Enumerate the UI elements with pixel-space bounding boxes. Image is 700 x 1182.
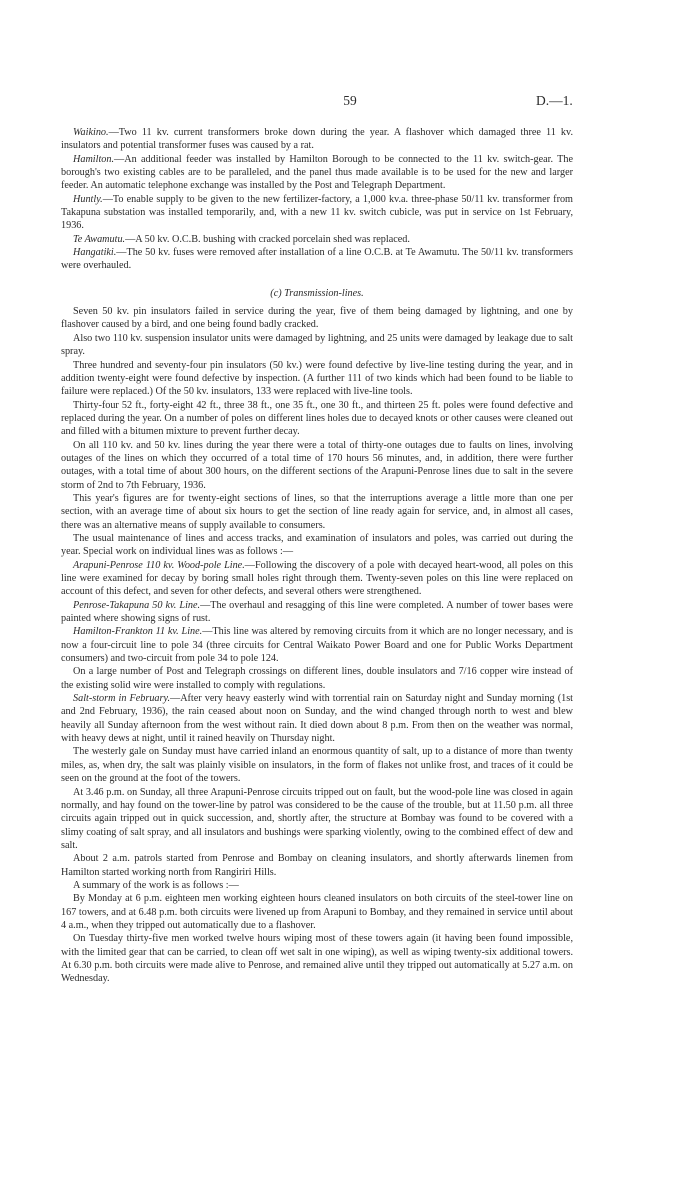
paragraph-salt-storm [61, 692, 573, 745]
paragraph: The westerly gale on Sunday must have carried inland an enormous quantity of salt, up to a distance of more than twenty miles, as, when dry, the salt was plainly visible on insulators, in the form of flakes not unlike frost, and traces of it could be seen on the ground at the foot of the towers. [61, 746, 573, 785]
paragraph: About 2 a.m. patrols started from Penrose and Bombay on cleaning insulators, and shortly afterwards linemen from Hamilton started working north from Rangiriri Hills. [61, 853, 573, 878]
paragraph-text: —This line was altered by removing circuits from it which are no longer necessary, and is now a four-circuit line to pole 34 (three circuits for Central Waikato Power Board and one for Public Works Department consumers) and two-circuit from pole 34 to pole 124. [61, 626, 574, 665]
paragraph-waikino [61, 126, 573, 153]
paragraph: The usual maintenance of lines and access tracks, and examination of insulators and poles, was carried out during the year. Special work on individual lines was as follows :— [61, 532, 573, 558]
paragraph-text: —After very heavy easterly wind with torrential rain on Saturday night and Sunday morning (1st and 2nd February, 1936), the rain ceased about noon on Sunday, and the wind changed through north to west and blew heavily all Sunday afternoon from the west without rain. It died down about 8 p.m. From then on the weather was normal, with heavy dews at night, until it rained heavily on Thursday night. [61, 693, 573, 745]
run-in-heading: Te Awamutu. [73, 233, 126, 245]
paragraph-text: —The overhaul and resagging of this line were completed. A number of tower bases were painted where showing signs of rust. [61, 599, 573, 625]
run-in-heading: Arapuni-Penrose 110 kv. Wood-pole Line. [73, 559, 245, 571]
paragraph-hamilton [61, 153, 573, 193]
paragraph-text: —The 50 kv. fuses were removed after installation of a line O.C.B. at Te Awamutu. The 50/11 kv. transformers were overhauled. [61, 247, 573, 272]
paragraph: This year's figures are for twenty-eight sections of lines, so that the interruptions average a little more than one per section, with an average time of about six hours to get the section of line ready again for service, and, in almost all cases, there was an alternative means of supply available to consumers. [61, 492, 573, 531]
run-in-heading: Hamilton-Frankton 11 kv. Line. [73, 626, 203, 638]
paragraph: On all 110 kv. and 50 kv. lines during the year there were a total of thirty-one outages due to faults on lines, involving outages of the lines on which they occurred of a total time of 170 hours 56 minutes, and, in addition, there were further outages, with a total time of about 300 hours, on the different sections of the Arapuni-Penrose lines due to salt in the severe storm of 2nd to 7th February, 1936. [61, 439, 573, 491]
paragraph: A summary of the work is as follows :— [73, 879, 239, 891]
paragraph-text: —Two 11 kv. current transformers broke down during the year. A flashover which damaged three 11 kv. insulators and potential transformer fuses was caused by a rat. [61, 127, 573, 152]
paragraph-hamilton-frankton [61, 625, 573, 665]
paragraph: Thirty-four 52 ft., forty-eight 42 ft., three 38 ft., one 35 ft., one 30 ft., and thirteen 25 ft. poles were found defective and replaced during the year. On a number of poles on different lines holes due to decayed knots or other causes were cleaned out and filled with a bitumen mixture to prevent further decay. [61, 399, 573, 438]
section-heading: (c) Transmission-lines. [270, 287, 364, 299]
paragraph: By Monday at 6 p.m. eighteen men working eighteen hours cleaned insulators on both circuits of the steel-tower line on 167 towers, and at 6.48 p.m. both circuits were livened up from Arapuni to Bombay, and they remained in service until about 4 a.m., when they tripped out automatically due to a flashover. [61, 893, 573, 931]
run-in-heading: Hamilton. [73, 153, 115, 165]
paragraph-text: —Following the discovery of a pole with decayed heart-wood, all poles on this line were examined for decay by boring small holes right through them. Twenty-seven poles on this line were replaced on account of this defect, and seven for other defects, and several others were strengthened. [61, 559, 574, 598]
page-body [61, 126, 573, 986]
run-in-heading: Penrose-Takapuna 50 kv. Line. [73, 599, 201, 611]
paragraph: Seven 50 kv. pin insulators failed in service during the year, five of them being damaged by lightning, and one by flashover caused by a bird, and one being found badly cracked. [61, 306, 573, 331]
paragraph-penrose-takapuna [61, 599, 573, 626]
paragraph: On a large number of Post and Telegraph crossings on different lines, double insulators and 7/16 copper wire instead of the existing solid wire were installed to comply with regulations. [61, 666, 573, 691]
paragraph-arapuni-penrose [61, 559, 573, 599]
paragraph-text: —A 50 kv. O.C.B. bushing with cracked porcelain shed was replaced. [125, 233, 410, 245]
paragraph: Three hundred and seventy-four pin insulators (50 kv.) were found defective by live-line testing during the year, and in addition twenty-eight were found defective by inspection. (A further 111 of two kinds which had been found to be liable to failure were replaced.) Of the 50 kv. insulators, 133 were replaced with live-line tools. [61, 359, 573, 398]
paragraph-text: —An additional feeder was installed by Hamilton Borough to be connected to the 11 kv. switch-gear. The borough's two existing cables are to be paralleled, and the panel thus made available is to be used for the new and larger feeder. An automatic telephone exchange was installed by the Post and Telegraph Department. [61, 153, 573, 192]
document-reference: D.—1. [536, 93, 573, 108]
paragraph-huntly [61, 193, 573, 233]
run-in-heading: Huntly. [73, 193, 103, 205]
run-in-heading: Hangatiki. [73, 247, 117, 259]
run-in-heading: Salt-storm in February. [73, 693, 170, 705]
paragraph-text: —To enable supply to be given to the new fertilizer-factory, a 1,000 kv.a. three-phase 50/11 kv. transformer from Takapuna substation was installed temporarily, and, with a new 11 kv. switch cubicle, was put in service on 1st February, 1936. [61, 193, 573, 232]
page-number: 59 [343, 93, 357, 108]
paragraph-hangatiki [61, 246, 573, 273]
run-in-heading: Waikino. [73, 127, 109, 138]
paragraph: At 3.46 p.m. on Sunday, all three Arapuni-Penrose circuits tripped out on fault, but the wood-pole line was closed in again normally, and hay found on the tower-line by patrol was considered to be the cause of the trouble, but at 11.50 p.m. all three circuits again tripped out in quick succession, and, shortly after, the structure at Bombay was found to be covered with a slimy coating of salt spray, and all insulators and bushings were sparking violently, owing to the combined effect of dew and salt. [61, 786, 573, 851]
paragraph: On Tuesday thirty-five men worked twelve hours wiping most of these towers again (it having been found impossible, with the limited gear that can be carried, to clean off wet salt in one wiping), as well as wiping twenty-six additional towers. At 6.30 p.m. both circuits were made alive to Penrose, and remained alive until they tripped out automatically at 5.27 a.m. on Wednesday. [61, 933, 573, 985]
paragraph-te-awamutu [61, 233, 573, 246]
paragraph: Also two 110 kv. suspension insulator units were damaged by lightning, and 25 units were damaged by leakage due to salt spray. [61, 332, 573, 358]
